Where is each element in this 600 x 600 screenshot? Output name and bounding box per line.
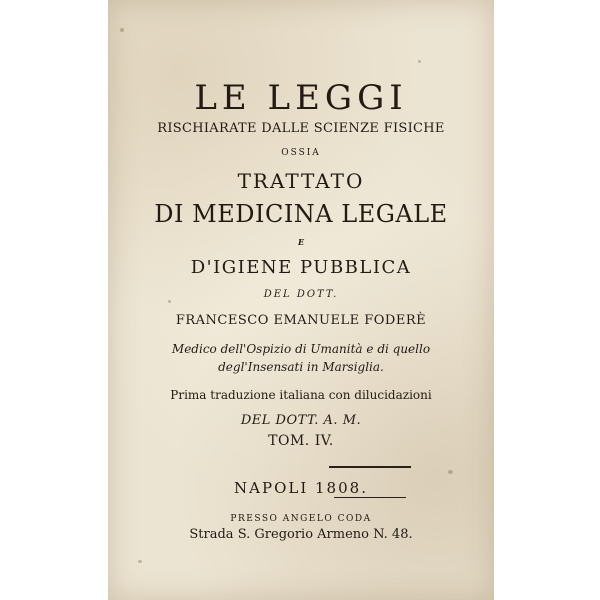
author-role-line-1: Medico dell'Ospizio di Umanità e di quello <box>171 342 431 356</box>
subtitle: RISCHIARATE DALLE SCIENZE FISICHE <box>157 121 445 136</box>
conjunction-and: E <box>297 237 305 247</box>
volume-number: TOM. IV. <box>268 433 334 449</box>
foxing-spot <box>120 28 124 32</box>
divider-rule-bottom <box>334 497 406 498</box>
edition-note: Prima traduzione italiana con dilucidazioni <box>170 388 432 402</box>
by-line: DEL DOTT. <box>263 289 339 300</box>
imprint-address: Strada S. Gregorio Armeno N. 48. <box>189 527 413 542</box>
foxing-spot <box>168 300 171 303</box>
work-type: TRATTATO <box>237 169 365 193</box>
author-role-line-2: degl'Insensati in Marsiglia. <box>218 360 384 374</box>
imprint-printer: PRESSO ANGELO CODA <box>230 514 372 524</box>
translator-line: DEL DOTT. A. M. <box>240 413 362 428</box>
foxing-spot <box>138 560 142 563</box>
author-name: FRANCESCO EMANUELE FODERÈ <box>175 313 427 328</box>
foxing-spot <box>418 60 421 63</box>
divider-rule-top <box>329 466 411 468</box>
foxing-spot <box>448 470 453 474</box>
subject-secondary: D'IGIENE PUBBLICA <box>190 257 412 278</box>
book-title-page <box>108 0 494 600</box>
main-title: LE LEGGI <box>194 78 408 118</box>
imprint-city-year: NAPOLI 1808. <box>234 479 368 497</box>
subject-primary: DI MEDICINA LEGALE <box>154 200 448 228</box>
conjunction-or: OSSIA <box>281 148 321 158</box>
